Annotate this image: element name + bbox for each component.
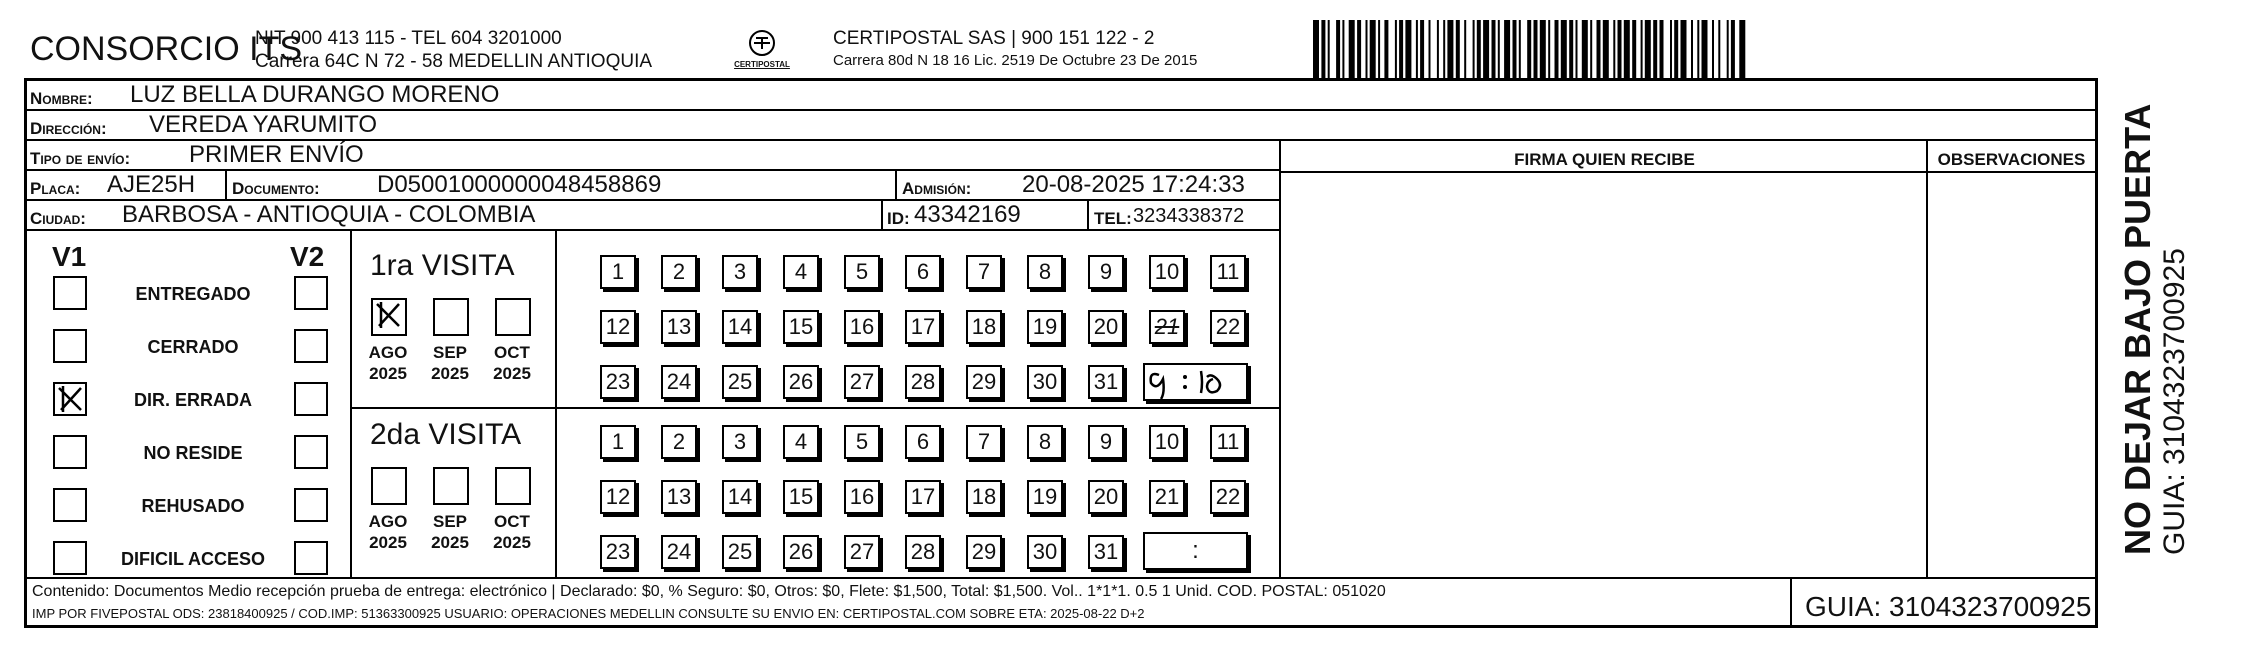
side-warning: NO DEJAR BAJO PUERTA bbox=[2117, 103, 2158, 555]
v2-checkbox[interactable] bbox=[294, 435, 328, 469]
documento-value: D05001000000048458869 bbox=[377, 171, 662, 198]
tipo-label: Tipo de envío: bbox=[30, 149, 131, 168]
day-box[interactable]: 16 bbox=[844, 310, 880, 344]
day-box[interactable]: 31 bbox=[1088, 535, 1124, 569]
day-box[interactable]: 28 bbox=[905, 535, 941, 569]
day-box[interactable]: 18 bbox=[966, 480, 1002, 514]
day-box[interactable]: 3 bbox=[722, 425, 758, 459]
row-ciudad bbox=[27, 201, 1280, 231]
day-box[interactable]: 16 bbox=[844, 480, 880, 514]
day-box[interactable]: 10 bbox=[1149, 425, 1185, 459]
month-label: OCT 2025 bbox=[493, 343, 531, 383]
day-box[interactable]: 19 bbox=[1027, 480, 1063, 514]
row-placa bbox=[27, 171, 1280, 201]
day-box[interactable]: 25 bbox=[722, 365, 758, 399]
day-box[interactable]: 24 bbox=[661, 535, 697, 569]
day-box[interactable]: 29 bbox=[966, 535, 1002, 569]
month-label: AGO 2025 bbox=[368, 343, 408, 383]
day-box[interactable]: 8 bbox=[1027, 425, 1063, 459]
day-box[interactable]: 12 bbox=[600, 310, 636, 344]
id-divider bbox=[1087, 201, 1089, 231]
day-box[interactable]: 23 bbox=[600, 365, 636, 399]
v2-checkbox[interactable] bbox=[294, 541, 328, 575]
day-box[interactable]: 7 bbox=[966, 425, 1002, 459]
day-box[interactable]: 13 bbox=[661, 310, 697, 344]
month-label: SEP 2025 bbox=[431, 343, 469, 383]
company-name: CONSORCIO ITS bbox=[30, 30, 303, 68]
day-box[interactable]: 6 bbox=[905, 425, 941, 459]
day-box[interactable]: 17 bbox=[905, 310, 941, 344]
day-box[interactable]: 5 bbox=[844, 425, 880, 459]
v1-header: V1 bbox=[52, 241, 87, 272]
v1-checkbox[interactable] bbox=[53, 541, 87, 575]
second-visit-title: 2da VISITA bbox=[370, 418, 522, 451]
day-box[interactable]: 1 bbox=[600, 425, 636, 459]
day-box[interactable]: 3 bbox=[722, 255, 758, 289]
day-box[interactable]: 21 bbox=[1149, 310, 1185, 344]
logo-text: CERTIPOSTAL bbox=[734, 60, 790, 69]
day-box[interactable]: 15 bbox=[783, 480, 819, 514]
status-label: NO RESIDE bbox=[143, 443, 243, 463]
footer-contenido: Contenido: Documentos Medio recepción prueba de entrega: electrónico | Declarado: $0, % Seguro: $0, Otros: $0, Flete: $1,500, Total: $1,500. Vol.. 1*1*1. 0.5 1 Unid. COD. POSTAL: 051020 bbox=[32, 583, 1386, 600]
month-checkbox[interactable] bbox=[433, 298, 469, 336]
first-visit-time-box[interactable] bbox=[1143, 363, 1248, 401]
v2-checkbox[interactable] bbox=[294, 382, 328, 416]
admision-value: 20-08-2025 17:24:33 bbox=[1022, 171, 1245, 198]
visit-split-rule bbox=[351, 407, 1280, 409]
day-box[interactable]: 14 bbox=[722, 310, 758, 344]
placa-divider bbox=[225, 171, 227, 201]
company-address: Carrera 64C N 72 - 58 MEDELLIN ANTIOQUIA bbox=[255, 51, 653, 72]
observaciones-left-rule bbox=[1926, 141, 1928, 578]
side-guia: GUIA: 3104323700925 bbox=[2158, 248, 2191, 555]
day-box[interactable]: 22 bbox=[1210, 480, 1246, 514]
v1-checkbox[interactable] bbox=[53, 435, 87, 469]
observaciones-header: OBSERVACIONES bbox=[1937, 150, 2086, 169]
id-value: 43342169 bbox=[914, 201, 1021, 228]
day-box[interactable]: 2 bbox=[661, 425, 697, 459]
row-nombre bbox=[27, 81, 2095, 111]
second-visit-time-box[interactable] bbox=[1143, 532, 1248, 570]
day-box[interactable]: 8 bbox=[1027, 255, 1063, 289]
day-box[interactable]: 4 bbox=[783, 425, 819, 459]
day-box[interactable]: 5 bbox=[844, 255, 880, 289]
day-box[interactable]: 9 bbox=[1088, 255, 1124, 289]
first-visit-title: 1ra VISITA bbox=[370, 249, 515, 282]
documento-label: Documento: bbox=[232, 179, 320, 198]
placa-value: AJE25H bbox=[107, 171, 196, 198]
day-box[interactable]: 28 bbox=[905, 365, 941, 399]
status-label: DIR. ERRADA bbox=[133, 390, 252, 410]
day-box[interactable]: 30 bbox=[1027, 535, 1063, 569]
day-box[interactable]: 26 bbox=[783, 365, 819, 399]
day-box[interactable]: 4 bbox=[783, 255, 819, 289]
ciudad-divider bbox=[881, 201, 883, 231]
day-box[interactable]: 17 bbox=[905, 480, 941, 514]
footer-guia-rule bbox=[1790, 578, 1792, 628]
day-box[interactable]: 23 bbox=[600, 535, 636, 569]
day-box[interactable]: 29 bbox=[966, 365, 1002, 399]
v1-checkbox[interactable] bbox=[53, 382, 87, 416]
month-label: OCT 2025 bbox=[493, 512, 531, 552]
month-checkbox[interactable] bbox=[371, 298, 407, 336]
row-direccion bbox=[27, 111, 2095, 141]
v2-checkbox[interactable] bbox=[294, 488, 328, 522]
day-box[interactable]: 25 bbox=[722, 535, 758, 569]
nombre-value: LUZ BELLA DURANGO MORENO bbox=[130, 81, 500, 108]
v1-checkbox[interactable] bbox=[53, 276, 87, 310]
months-right-rule bbox=[555, 231, 557, 578]
day-box[interactable]: 24 bbox=[661, 365, 697, 399]
firma-header-rule bbox=[1280, 171, 2095, 173]
day-box[interactable]: 22 bbox=[1210, 310, 1246, 344]
direccion-label: Dirección: bbox=[30, 119, 107, 138]
direccion-value: VEREDA YARUMITO bbox=[149, 111, 378, 138]
status-right-rule bbox=[350, 231, 352, 578]
v2-checkbox[interactable] bbox=[294, 276, 328, 310]
day-box[interactable]: 30 bbox=[1027, 365, 1063, 399]
day-box[interactable]: 18 bbox=[966, 310, 1002, 344]
day-box[interactable]: 19 bbox=[1027, 310, 1063, 344]
month-checkbox[interactable] bbox=[495, 467, 531, 505]
side-text bbox=[2118, 104, 2192, 555]
ciudad-value: BARBOSA - ANTIOQUIA - COLOMBIA bbox=[122, 201, 536, 228]
day-box[interactable]: 21 bbox=[1149, 480, 1185, 514]
month-label: AGO 2025 bbox=[368, 512, 408, 552]
ciudad-label: Ciudad: bbox=[30, 209, 86, 228]
day-box[interactable]: 20 bbox=[1088, 480, 1124, 514]
tipo-value: PRIMER ENVÍO bbox=[189, 141, 364, 168]
tel-value: 3234338372 bbox=[1133, 205, 1245, 227]
row-tipo bbox=[27, 141, 1280, 171]
day-box[interactable]: 11 bbox=[1210, 425, 1246, 459]
month-checkbox[interactable] bbox=[495, 298, 531, 336]
v1-checkbox[interactable] bbox=[53, 488, 87, 522]
day-box[interactable]: 7 bbox=[966, 255, 1002, 289]
id-label: ID: bbox=[887, 209, 910, 228]
status-label: CERRADO bbox=[147, 337, 239, 357]
day-box[interactable]: 6 bbox=[905, 255, 941, 289]
day-box[interactable]: 31 bbox=[1088, 365, 1124, 399]
month-checkbox[interactable] bbox=[371, 467, 407, 505]
v1-checkbox[interactable] bbox=[53, 329, 87, 363]
day-box[interactable]: 12 bbox=[600, 480, 636, 514]
tel-label: TEL: bbox=[1094, 209, 1132, 228]
time-separator: : bbox=[1192, 537, 1199, 564]
day-box[interactable]: 27 bbox=[844, 535, 880, 569]
certipostal-address: Carrera 80d N 18 16 Lic. 2519 De Octubre 23 De 2015 bbox=[833, 52, 1198, 69]
day-box[interactable]: 10 bbox=[1149, 255, 1185, 289]
status-label: DIFICIL ACCESO bbox=[120, 549, 265, 569]
day-box[interactable]: 9 bbox=[1088, 425, 1124, 459]
day-box[interactable]: 14 bbox=[722, 480, 758, 514]
day-box[interactable]: 26 bbox=[783, 535, 819, 569]
footer-guia: GUIA: 3104323700925 bbox=[1805, 591, 2092, 622]
v2-header: V2 bbox=[290, 241, 325, 272]
day-box[interactable]: 27 bbox=[844, 365, 880, 399]
day-box[interactable]: 20 bbox=[1088, 310, 1124, 344]
handwritten-time-icon bbox=[1145, 365, 1246, 399]
day-box[interactable]: 15 bbox=[783, 310, 819, 344]
certipostal-logo bbox=[730, 28, 794, 76]
day-box[interactable]: 11 bbox=[1210, 255, 1246, 289]
company-nit: NIT 900 413 115 - TEL 604 3201000 bbox=[255, 28, 562, 49]
footer-imp: IMP POR FIVEPOSTAL ODS: 23818400925 / COD.IMP: 51363300925 USUARIO: OPERACIONES MEDELLIN CONSULTE SU ENVIO EN: CERTIPOSTAL.COM SOBRE ETA: 2025-08-22 D+2 bbox=[32, 606, 1145, 621]
day-box[interactable]: 13 bbox=[661, 480, 697, 514]
month-label: SEP 2025 bbox=[431, 512, 469, 552]
nombre-label: Nombre: bbox=[30, 89, 93, 108]
barcode bbox=[1313, 20, 1950, 78]
day-box[interactable]: 1 bbox=[600, 255, 636, 289]
firma-header: FIRMA QUIEN RECIBE bbox=[1514, 150, 1695, 169]
placa-label: Placa: bbox=[30, 179, 81, 198]
status-label: ENTREGADO bbox=[135, 284, 251, 304]
day-box[interactable]: 2 bbox=[661, 255, 697, 289]
documento-divider bbox=[895, 171, 897, 201]
certipostal-line: CERTIPOSTAL SAS | 900 151 122 - 2 bbox=[833, 28, 1155, 49]
admision-label: Admisión: bbox=[902, 179, 972, 198]
footer-top-rule bbox=[27, 577, 2095, 579]
v2-checkbox[interactable] bbox=[294, 329, 328, 363]
status-label: REHUSADO bbox=[141, 496, 245, 516]
month-checkbox[interactable] bbox=[433, 467, 469, 505]
